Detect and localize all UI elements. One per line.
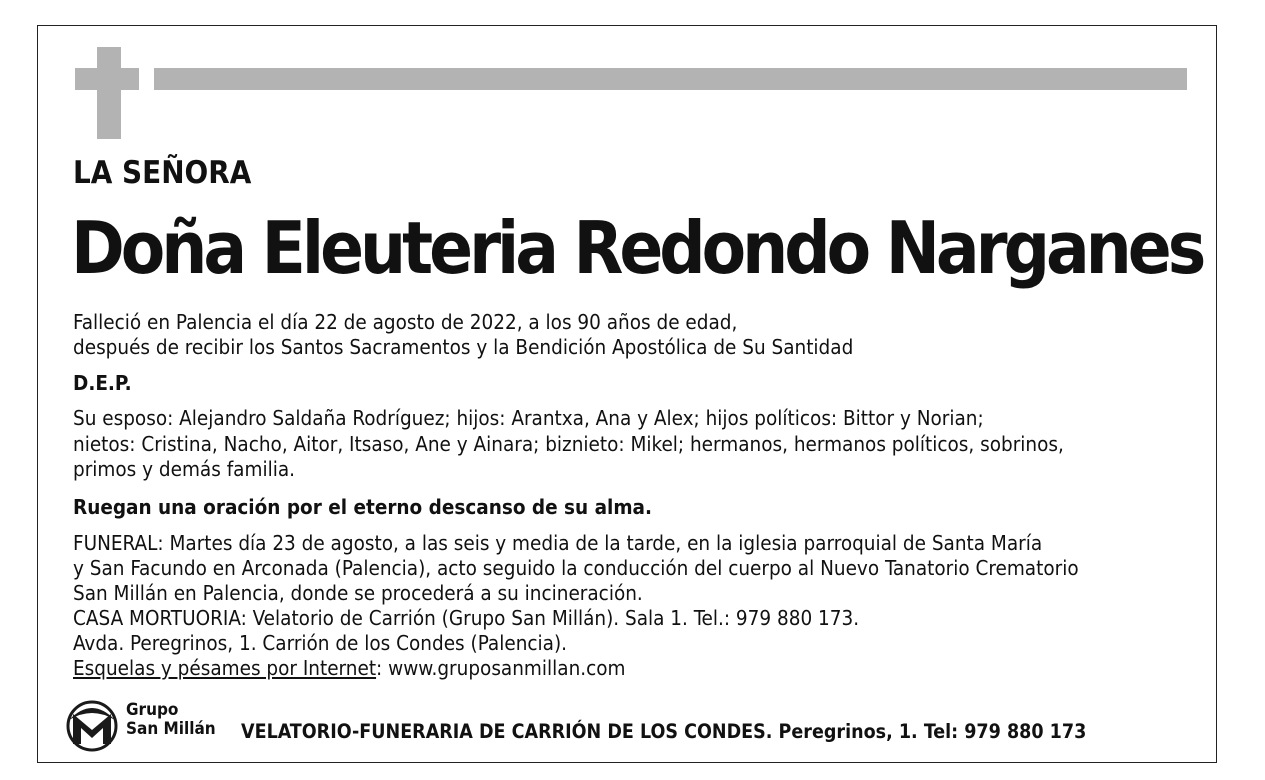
funeral-line-2: y San Facundo en Arconada (Palencia), acto seguido la conducción del cuerpo al Nuevo Tanatorio Crematorio	[73, 556, 1079, 580]
cross-icon	[97, 47, 121, 139]
death-line-1: Falleció en Palencia el día 22 de agosto de 2022, a los 90 años de edad,	[73, 310, 738, 334]
internet-url: : www.gruposanmillan.com	[376, 656, 626, 680]
header-rule	[154, 68, 1187, 90]
internet-line	[73, 655, 626, 681]
internet-link[interactable]: Esquelas y pésames por Internet	[73, 656, 377, 680]
family-line-3: primos y demás familia.	[73, 457, 295, 481]
family-line-2: nietos: Cristina, Nacho, Aitor, Itsaso, Ane y Ainara; biznieto: Mikel; hermanos, hermanos políticos, sobrinos,	[73, 432, 1064, 456]
family-line-1: Su esposo: Alejandro Saldaña Rodríguez; hijos: Arantxa, Ana y Alex; hijos políticos: Bittor y Norian;	[73, 406, 984, 430]
funeral-line-1: FUNERAL: Martes día 23 de agosto, a las seis y media de la tarde, en la iglesia parroquial de Santa María	[73, 531, 1043, 555]
prayer-line: Ruegan una oración por el eterno descanso de su alma.	[73, 495, 653, 519]
funeral-home-info: VELATORIO-FUNERARIA DE CARRIÓN DE LOS CONDES. Peregrinos, 1. Tel: 979 880 173	[241, 720, 1087, 743]
cross-icon-bar	[75, 68, 139, 90]
dep-label: D.E.P.	[73, 371, 132, 395]
deceased-title: LA SEÑORA	[73, 155, 252, 191]
death-line-2: después de recibir los Santos Sacramentos y la Bendición Apostólica de Su Santidad	[73, 335, 854, 359]
deceased-name: Doña Eleuteria Redondo Narganes	[71, 206, 1203, 290]
casa-line-2: Avda. Peregrinos, 1. Carrión de los Condes (Palencia).	[73, 631, 568, 655]
logo-line-1: Grupo	[126, 700, 179, 720]
logo-text	[126, 701, 216, 739]
funeral-line-3: San Millán en Palencia, donde se procederá a su incineración.	[73, 581, 643, 605]
san-millan-logo-icon	[65, 700, 119, 752]
logo-line-2: San Millán	[126, 719, 216, 739]
casa-line-1: CASA MORTUORIA: Velatorio de Carrión (Grupo San Millán). Sala 1. Tel.: 979 880 173.	[73, 606, 860, 630]
